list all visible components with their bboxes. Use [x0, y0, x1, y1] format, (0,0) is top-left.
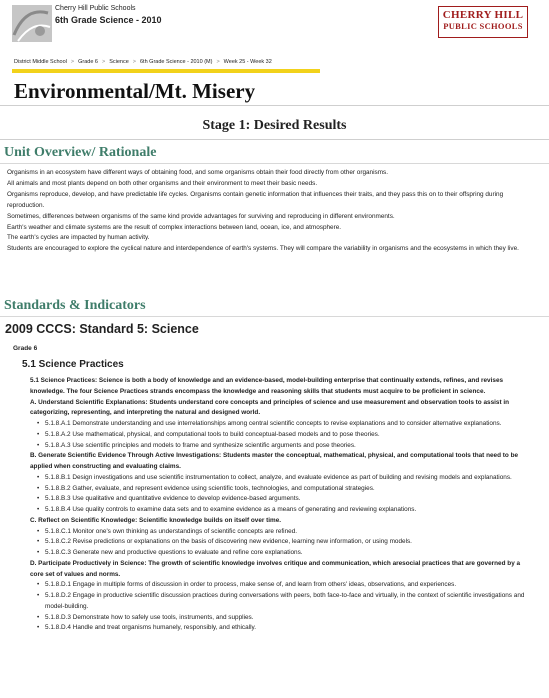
standards-body: [30, 376, 530, 634]
breadcrumb: [14, 59, 272, 65]
breadcrumb-item-course[interactable]: 6th Grade Science - 2010 (M): [140, 59, 213, 65]
breadcrumb-separator: >: [216, 59, 220, 65]
breadcrumb-item-weeks: Week 25 - Week 32: [223, 59, 272, 65]
divider: [0, 139, 549, 140]
indicator-list: [30, 527, 530, 559]
strand-title: C. Reflect on Scientific Knowledge: Scientific knowledge builds on itself over time.: [30, 516, 282, 524]
strand-title: A. Understand Scientific Explanations: Students understand core concepts and principles of science and use measurement and observation tools to assist in categorizing, representing, and interpreting the natural and designed world.: [30, 398, 510, 417]
indicator-item: • 5.1.8.C.3 Generate new and productive questions to evaluate and refine core explanations.: [39, 548, 530, 559]
unit-overview-heading: Unit Overview/ Rationale: [4, 145, 157, 160]
course-title: 6th Grade Science - 2010: [55, 15, 162, 25]
breadcrumb-separator: >: [70, 59, 75, 65]
overview-paragraph: Organisms reproduce, develop, and have predictable life cycles. Organisms contain genetic information that influences their traits, and they pass this on to their offspring during reproduction.: [7, 190, 504, 209]
indicator-item: • 5.1.8.B.4 Use quality controls to examine data sets and to examine evidence as a means of generating and reviewing explanations.: [39, 505, 530, 516]
unit-overview-text: [7, 168, 532, 255]
practices-title: 5.1 Science Practices: [22, 359, 124, 370]
breadcrumb-item-grade[interactable]: Grade 6: [78, 59, 98, 65]
divider: [0, 105, 549, 106]
breadcrumb-item-subject[interactable]: Science: [109, 59, 129, 65]
indicator-item: • 5.1.8.A.2 Use mathematical, physical, and computational tools to build conceptual-based models and to pose theories.: [39, 430, 530, 441]
strand-title: B. Generate Scientific Evidence Through Active Investigations: Students master the conceptual, mathematical, physical, and computational tools that need to be applied when constructing and evaluating claims.: [30, 452, 519, 470]
school-name: Cherry Hill Public Schools: [55, 5, 136, 12]
grade-label: Grade 6: [13, 345, 38, 352]
indicator-list: [30, 419, 530, 451]
overview-paragraph: Organisms in an ecosystem have different ways of obtaining food, and some organisms obtain their food directly from other organisms.: [7, 169, 389, 176]
page-header: [0, 0, 549, 50]
practices-intro: 5.1 Science Practices: Science is both a body of knowledge and an evidence-based, model-building enterprise that continually extends, refines, and revises knowledge. The four Science Practices strands encompass the knowledge and reasoning skills that students must acquire to be proficient in science.: [30, 377, 504, 395]
overview-paragraph: Students are encouraged to explore the cyclical nature and interdependence of earth's systems. They will compare the variability in organisms and the ecosystems in which they live.: [7, 245, 519, 253]
indicator-item: • 5.1.8.D.1 Engage in multiple forms of discussion in order to process, make sense of, and learn from others' ideas, observations, and experiences.: [39, 580, 530, 591]
divider: [0, 163, 549, 164]
stage-title: Stage 1: Desired Results: [202, 118, 347, 133]
indicator-item: • 5.1.8.B.2 Gather, evaluate, and represent evidence using scientific tools, technologies, and computational strategies.: [39, 484, 530, 495]
brand-line-1: CHERRY HILL: [442, 9, 524, 21]
indicator-item: • 5.1.8.D.2 Engage in productive scientific discussion practices during conversations with peers, both face-to-face and virtually, in the context of scientific investigations and model-building.: [39, 591, 530, 613]
indicator-item: • 5.1.8.B.3 Use qualitative and quantitative evidence to develop evidence-based arguments.: [39, 494, 530, 505]
indicator-item: • 5.1.8.C.1 Monitor one's own thinking as understandings of scientific concepts are refined.: [39, 527, 530, 538]
breadcrumb-highlight-bar: [12, 69, 320, 73]
indicator-list: [30, 473, 530, 516]
brand-logo: [438, 6, 528, 38]
breadcrumb-separator: >: [101, 59, 106, 65]
indicator-item: • 5.1.8.C.2 Revise predictions or explanations on the basis of discovering new evidence, learning new information, or using models.: [39, 537, 530, 548]
breadcrumb-separator: >: [132, 59, 136, 65]
overview-paragraph: The earth's cycles are impacted by human activity.: [7, 234, 150, 242]
standards-heading: Standards & Indicators: [4, 298, 146, 313]
overview-paragraph: Sometimes, differences between organisms of the same kind provide advantages for surviving and reproducing in different environments.: [7, 212, 395, 220]
breadcrumb-item-school[interactable]: District Middle School: [14, 59, 67, 65]
brand-line-2: PUBLIC SCHOOLS: [443, 21, 523, 31]
indicator-list: [30, 580, 530, 634]
divider: [0, 316, 549, 317]
indicator-item: • 5.1.8.D.4 Handle and treat organisms humanely, responsibly, and ethically.: [39, 623, 530, 634]
indicator-item: • 5.1.8.D.3 Demonstrate how to safely use tools, instruments, and supplies.: [39, 613, 530, 624]
standard-title: 2009 CCCS: Standard 5: Science: [5, 322, 199, 336]
district-logo-icon: [12, 5, 52, 42]
strand-title: D. Participate Productively in Science: The growth of scientific knowledge involves critique and communication, which aresocial practices that are governed by a core set of values and norms.: [30, 559, 521, 578]
indicator-item: • 5.1.8.A.1 Demonstrate understanding and use interrelationships among central scientific concepts to revise explanations and to consider alternative explanations.: [39, 419, 530, 430]
overview-paragraph: All animals and most plants depend on both other organisms and their environment to meet their basic needs.: [7, 179, 318, 187]
page-title: Environmental/Mt. Misery: [14, 79, 256, 103]
indicator-item: • 5.1.8.A.3 Use scientific principles and models to frame and synthesize scientific arguments and pose theories.: [39, 441, 530, 452]
overview-paragraph: Earth's weather and climate systems are the result of complex interactions between land, ocean, ice, and atmosphere.: [7, 223, 342, 231]
indicator-item: • 5.1.8.B.1 Design investigations and use scientific instrumentation to collect, analyze, and evaluate evidence as part of building and revising models and explanations.: [39, 473, 530, 484]
